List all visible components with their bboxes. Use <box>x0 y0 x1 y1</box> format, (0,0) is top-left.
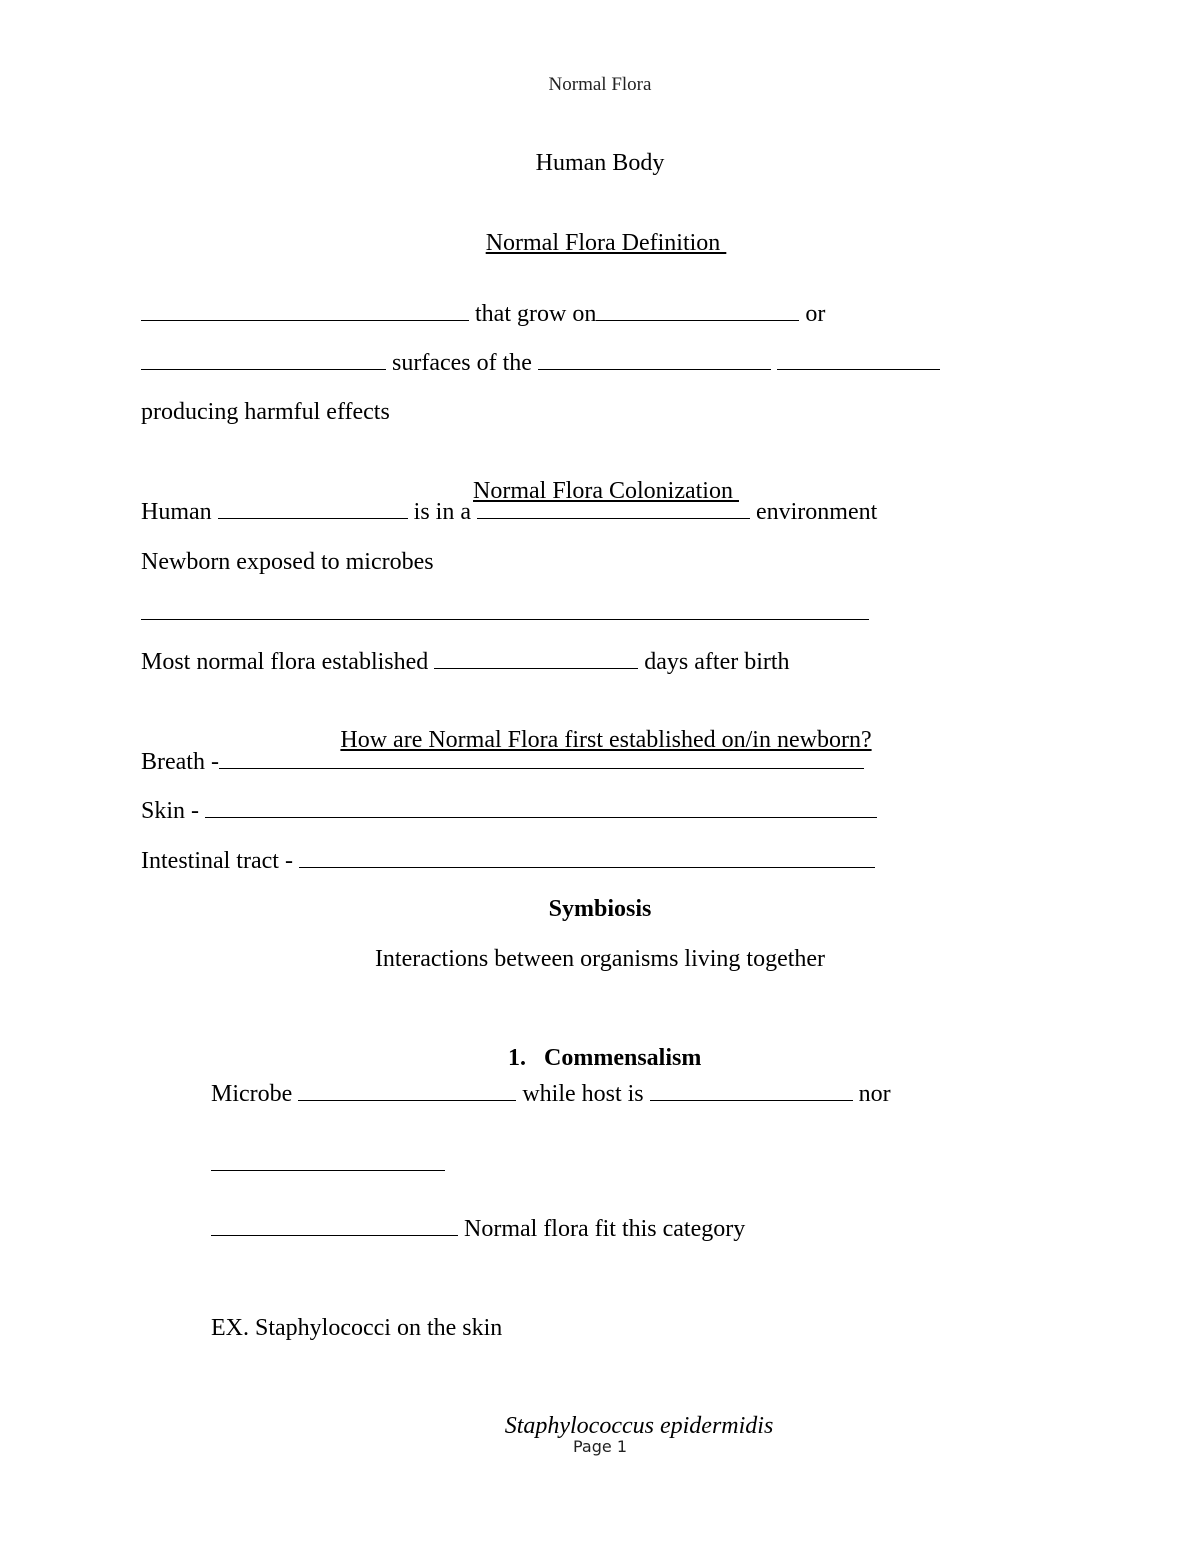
established-line-intestinal <box>141 845 875 876</box>
fill-in-blank <box>141 347 386 370</box>
colonization-line-human <box>141 496 877 527</box>
colonization-text: is in a <box>413 499 471 525</box>
established-line-breath <box>141 746 864 777</box>
symbiosis-subtitle: Interactions between organisms living together <box>374 946 826 972</box>
fill-in-blank <box>477 496 750 519</box>
heading-colonization-text: Normal Flora Colonization <box>473 478 739 504</box>
heading-definition-text: Normal Flora Definition <box>485 230 727 256</box>
heading-commensalism-text: Commensalism <box>544 1045 702 1071</box>
established-text: Intestinal tract - <box>141 848 293 874</box>
established-line-skin <box>141 795 877 826</box>
fill-in-blank <box>434 646 638 669</box>
heading-established-question-text: How are Normal Flora first established on/in newborn? <box>340 727 872 753</box>
fill-in-blank <box>299 845 875 868</box>
page-header: Normal Flora <box>548 74 652 95</box>
definition-text: that grow on <box>475 301 597 327</box>
fill-in-blank <box>211 1148 445 1171</box>
colonization-text: days after birth <box>644 649 790 675</box>
fill-in-blank <box>596 298 799 321</box>
fill-in-blank <box>141 298 469 321</box>
commensalism-line-microbe <box>211 1078 891 1109</box>
definition-line-2 <box>141 347 940 378</box>
species-name-text: Staphylococcus epidermidis <box>504 1413 774 1439</box>
page-footer: Page 1 <box>573 1437 627 1456</box>
definition-text: or <box>805 301 826 327</box>
commensalism-example: EX. Staphylococci on the skin <box>211 1315 503 1341</box>
heading-definition <box>0 198 1200 258</box>
definition-text: surfaces of the <box>392 350 532 376</box>
colonization-text: Most normal flora established <box>141 649 429 675</box>
list-number: 1. <box>508 1045 526 1071</box>
fill-in-blank <box>538 347 771 370</box>
colonization-line-most <box>141 646 790 677</box>
fill-in-blank <box>205 795 877 818</box>
commensalism-text: Normal flora fit this category <box>464 1216 746 1242</box>
commensalism-line-category <box>211 1213 745 1244</box>
colonization-answer-line <box>141 597 869 628</box>
commensalism-text: nor <box>858 1081 891 1107</box>
heading-commensalism <box>508 1043 701 1073</box>
fill-in-blank <box>298 1078 516 1101</box>
definition-line-3: producing harmful effects <box>141 399 390 425</box>
colonization-text: Human <box>141 499 212 525</box>
colonization-text: environment <box>755 499 878 525</box>
commensalism-text: Microbe <box>211 1081 293 1107</box>
established-text: Breath - <box>141 749 219 775</box>
heading-symbiosis: Symbiosis <box>548 896 652 922</box>
commensalism-answer-line <box>211 1148 445 1179</box>
commensalism-text: while host is <box>522 1081 644 1107</box>
colonization-line-newborn: Newborn exposed to microbes <box>141 549 434 575</box>
fill-in-blank <box>211 1213 458 1236</box>
fill-in-blank <box>777 347 940 370</box>
definition-line-1 <box>141 298 825 329</box>
fill-in-blank <box>219 746 864 769</box>
title-human-body: Human Body <box>535 150 665 176</box>
established-text: Skin - <box>141 798 200 824</box>
fill-in-blank <box>218 496 408 519</box>
fill-in-blank <box>650 1078 853 1101</box>
fill-in-blank <box>141 597 869 620</box>
